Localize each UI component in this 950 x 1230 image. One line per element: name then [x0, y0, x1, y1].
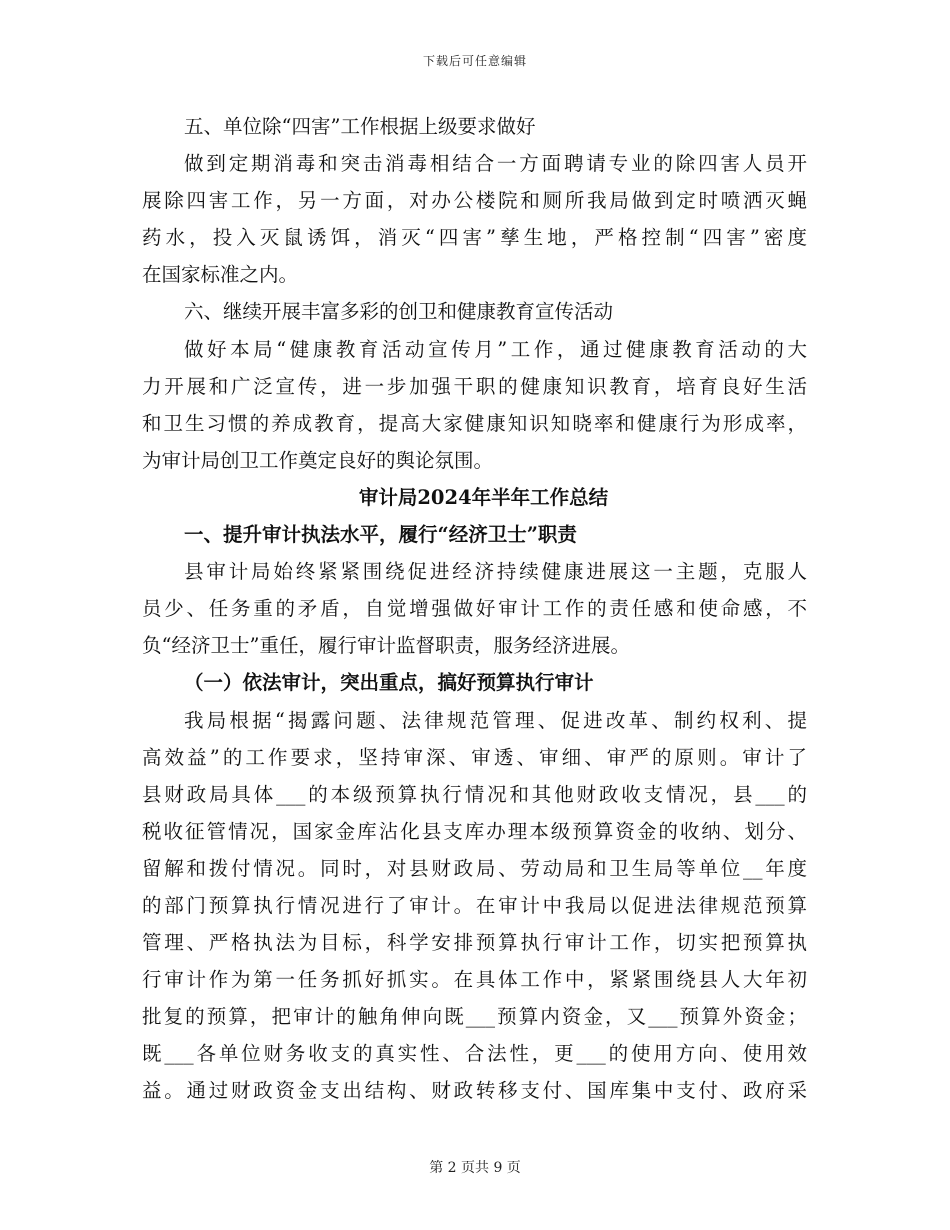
subsection-heading-one: （一）依法审计，突出重点，搞好预算执行审计 — [184, 671, 594, 695]
document-body — [142, 108, 807, 1110]
paragraph-line: 批复的预算，把审计的触角伸向既___预算内资金，又___预算外资金； — [142, 1005, 807, 1029]
paragraph-line: 和卫生习惯的养成教育，提高大家健康知识知晓率和健康行为形成率， — [142, 411, 807, 435]
paragraph-line: 药水，投入灭鼠诱饵，消灭“四害”孳生地，严格控制“四害”密度 — [142, 226, 807, 250]
paragraph-line: 管理、严格执法为目标，科学安排预算执行审计工作，切实把预算执 — [142, 931, 807, 955]
paragraph-line: 税收征管情况，国家金库沾化县支库办理本级预算资金的收纳、划分、 — [142, 819, 807, 843]
paragraph-line: 力开展和广泛宣传，进一步加强干职的健康知识教育，培育良好生活 — [142, 374, 807, 398]
paragraph-line: 高效益”的工作要求，坚持审深、审透、审细、审严的原则。审计了 — [142, 745, 807, 769]
paragraph-line: 既___各单位财务收支的真实性、合法性，更___的使用方向、使用效 — [142, 1042, 807, 1066]
paragraph-line: 在国家标准之内。 — [142, 263, 299, 287]
paragraph-line: 做好本局“健康教育活动宣传月”工作，通过健康教育活动的大 — [184, 337, 807, 361]
paragraph-line: 县财政局具体___的本级预算执行情况和其他财政收支情况，县___的 — [142, 782, 807, 806]
paragraph-line: 做到定期消毒和突击消毒相结合一方面聘请专业的除四害人员开 — [184, 152, 807, 176]
paragraph-line: 县审计局始终紧紧围绕促进经济持续健康进展这一主题，克服人 — [184, 560, 807, 584]
section-heading-five: 五、单位除“四害”工作根据上级要求做好 — [184, 115, 536, 138]
section-heading-six: 六、继续开展丰富多彩的创卫和健康教育宣传活动 — [184, 300, 614, 324]
paragraph-line: 益。通过财政资金支出结构、财政转移支付、国库集中支付、政府采 — [142, 1079, 807, 1103]
section-heading-one: 一、提升审计执法水平，履行“经济卫士”职责 — [184, 523, 577, 547]
page-footer: 第 2 页共 9 页 — [429, 1160, 521, 1176]
paragraph-line: 展除四害工作，另一方面，对办公楼院和厕所我局做到定时喷洒灭蝇 — [142, 189, 807, 213]
paragraph-line: 留解和拨付情况。同时，对县财政局、劳动局和卫生局等单位__年度 — [142, 856, 807, 880]
paragraph-line: 为审计局创卫工作奠定良好的舆论氛围。 — [142, 448, 494, 472]
paragraph-line: 负“经济卫士”重任，履行审计监督职责，服务经济进展。 — [142, 634, 630, 658]
paragraph-line: 我局根据“揭露问题、法律规范管理、促进改革、制约权利、提 — [184, 708, 807, 732]
paragraph-line: 的部门预算执行情况进行了审计。在审计中我局以促进法律规范预算 — [142, 893, 807, 917]
document-title: 审计局2024年半年工作总结 — [358, 485, 609, 509]
paragraph-line: 员少、任务重的矛盾，自觉增强做好审计工作的责任感和使命感，不 — [142, 597, 807, 621]
page-header: 下载后可任意编辑 — [422, 54, 527, 68]
paragraph-line: 行审计作为第一任务抓好抓实。在具体工作中，紧紧围绕县人大年初 — [142, 968, 807, 992]
